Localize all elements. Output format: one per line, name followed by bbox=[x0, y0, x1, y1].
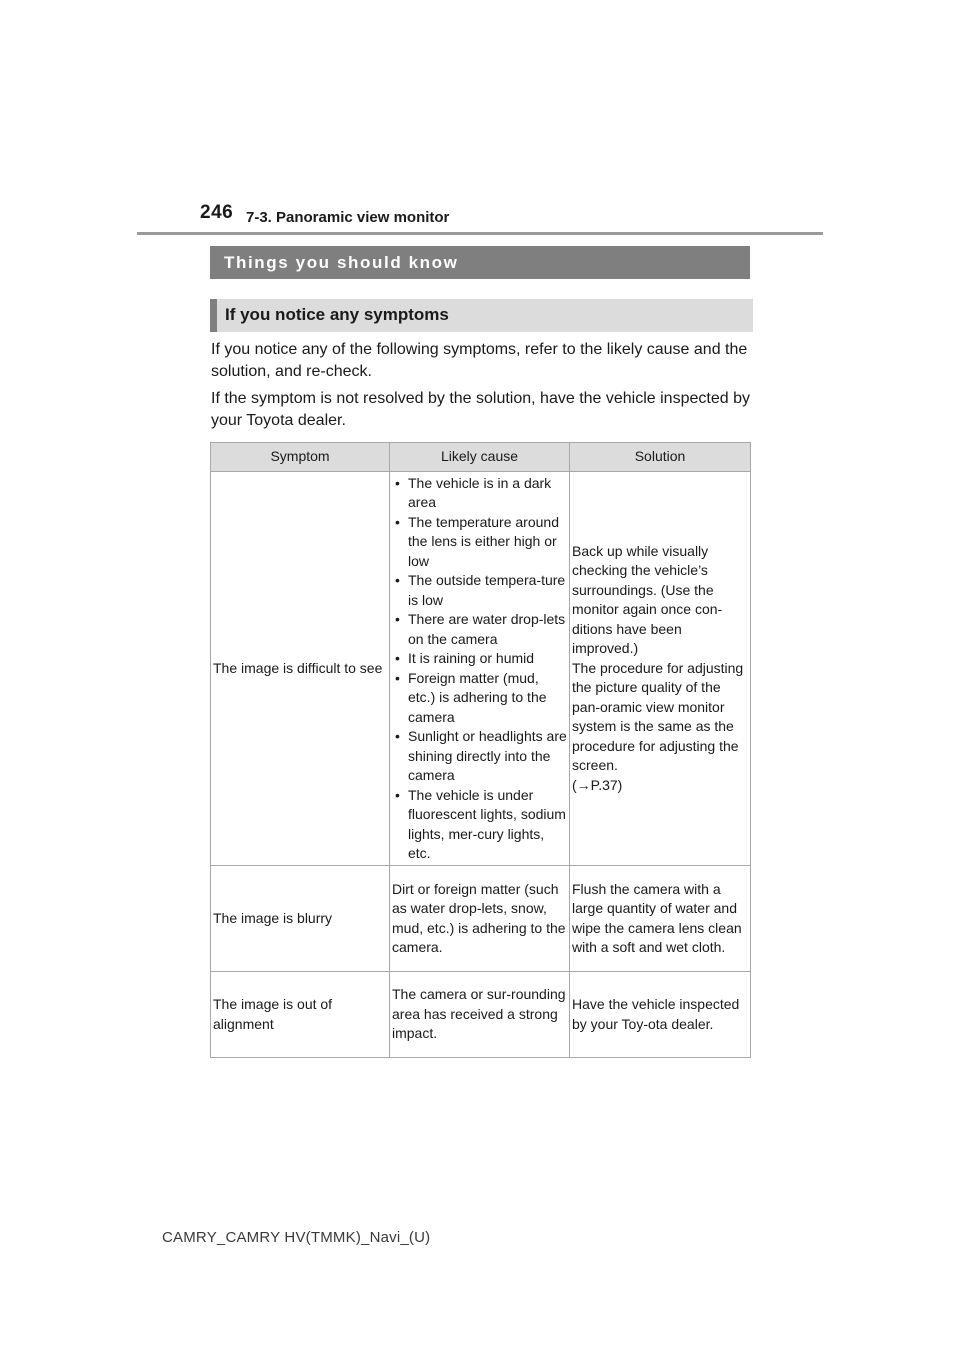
likely-cause-cell: Dirt or foreign matter (such as water drop-lets, snow, mud, etc.) is adhering to the camera. bbox=[390, 866, 570, 972]
column-header-solution: Solution bbox=[570, 443, 751, 472]
column-header-symptom: Symptom bbox=[211, 443, 390, 472]
intro-paragraph-1: If you notice any of the following symptoms, refer to the likely cause and the solution, and re-check. bbox=[211, 341, 748, 380]
symptom-cell: The image is difficult to see bbox=[211, 472, 390, 866]
table-row bbox=[211, 972, 751, 1058]
page-number: 246 bbox=[200, 202, 234, 223]
solution-cell bbox=[570, 472, 751, 866]
likely-cause-cell: The camera or sur-rounding area has received a strong impact. bbox=[390, 972, 570, 1058]
solution-cell: Have the vehicle inspected by your Toy-ota dealer. bbox=[570, 972, 751, 1058]
solution-text: Back up while visually checking the vehicle’s surroundings. (Use the monitor again once con-ditions have been improved.) bbox=[572, 542, 723, 657]
list-item: • The outside tempera-ture is low bbox=[392, 571, 567, 610]
table-row bbox=[211, 866, 751, 972]
section-title: 7-3. Panoramic view monitor bbox=[246, 209, 450, 226]
list-item: • The vehicle is in a dark area bbox=[392, 474, 567, 513]
intro-paragraph-2: If the symptom is not resolved by the solution, have the vehicle inspected by your Toyota dealer. bbox=[211, 390, 750, 429]
list-item: • It is raining or humid bbox=[392, 649, 567, 669]
table-header-row bbox=[211, 443, 751, 472]
list-item: • There are water drop-lets on the camera bbox=[392, 610, 567, 649]
solution-cell: Flush the camera with a large quantity of water and wipe the camera lens clean with a soft and wet cloth. bbox=[570, 866, 751, 972]
footer-model-code: CAMRY_CAMRY HV(TMMK)_Navi_(U) bbox=[162, 1229, 431, 1246]
column-header-likely-cause: Likely cause bbox=[390, 443, 570, 472]
list-item: • The vehicle is under fluorescent lights, sodium lights, mer-cury lights, etc. bbox=[392, 786, 567, 864]
header-divider bbox=[137, 232, 823, 235]
list-item: • Foreign matter (mud, etc.) is adhering to the camera bbox=[392, 669, 567, 728]
symptoms-subheading: If you notice any symptoms bbox=[210, 299, 753, 332]
table-row bbox=[211, 472, 751, 866]
page-reference: (→P.37) bbox=[572, 776, 623, 793]
symptom-cell: The image is out of alignment bbox=[211, 972, 390, 1058]
likely-cause-cell bbox=[390, 472, 570, 866]
things-you-should-know-banner: Things you should know bbox=[210, 246, 750, 279]
solution-text: The procedure for adjusting the picture quality of the pan-oramic view monitor system is the same as the procedure for adjusting the screen. bbox=[572, 659, 744, 774]
symptom-cell: The image is blurry bbox=[211, 866, 390, 972]
list-item: • Sunlight or headlights are shining directly into the camera bbox=[392, 727, 567, 786]
symptoms-table bbox=[210, 442, 751, 1058]
list-item: • The temperature around the lens is either high or low bbox=[392, 513, 567, 572]
cause-list bbox=[392, 474, 567, 864]
